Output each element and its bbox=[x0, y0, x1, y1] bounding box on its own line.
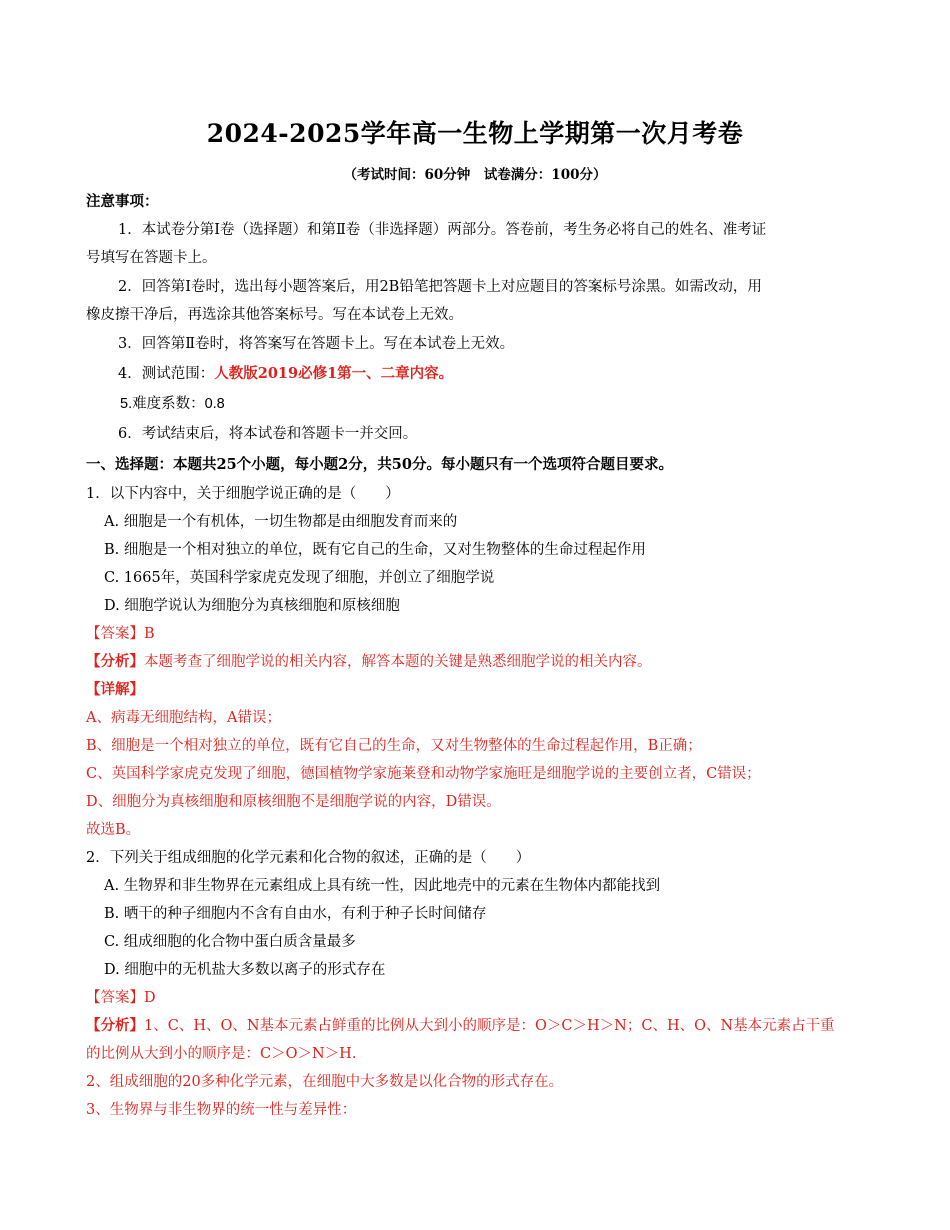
q2-answer: 【答案】D bbox=[86, 990, 156, 1006]
q1-stem: 1．以下内容中，关于细胞学说正确的是（ ） bbox=[86, 486, 400, 502]
q2-analysis-c: 2、组成细胞的20多种化学元素，在细胞中大多数是以化合物的形式存在。 bbox=[86, 1074, 564, 1090]
q1-analysis-label: 【分析】 bbox=[86, 653, 144, 670]
notice-item-3: 3．回答第Ⅱ卷时，将答案写在答题卡上。写在本试卷上无效。 bbox=[118, 336, 515, 352]
q1-detail-c: C、英国科学家虎克发现了细胞，德国植物学家施莱登和动物学家施旺是细胞学说的主要创立者，C错误； bbox=[86, 766, 761, 782]
page-title: 2024-2025学年高一生物上学期第一次月考卷 bbox=[206, 119, 744, 148]
q1-analysis bbox=[86, 652, 652, 672]
q1-detail-a: A、病毒无细胞结构，A错误； bbox=[86, 710, 281, 726]
q1-answer: 【答案】B bbox=[86, 626, 155, 642]
notice-heading: 注意事项： bbox=[86, 193, 159, 210]
notice-item-1b: 号填写在答题卡上。 bbox=[86, 250, 217, 266]
q1-detail-label: 【详解】 bbox=[86, 681, 144, 698]
q2-analysis bbox=[86, 1016, 835, 1036]
notice-item-5: 5.难度系数：0.8 bbox=[120, 396, 225, 412]
test-scope: 人教版2019必修1第一、二章内容。 bbox=[214, 365, 454, 382]
q2-option-d: D. 细胞中的无机盐大多数以离子的形式存在 bbox=[104, 962, 386, 978]
q2-analysis-d: 3、生物界与非生物界的统一性与差异性： bbox=[86, 1102, 357, 1118]
notice-item-6: 6．考试结束后，将本试卷和答题卡一并交回。 bbox=[118, 426, 418, 442]
q1-option-c: C. 1665年，英国科学家虎克发现了细胞，并创立了细胞学说 bbox=[104, 570, 495, 586]
q1-analysis-text: 本题考查了细胞学说的相关内容，解答本题的关键是熟悉细胞学说的相关内容。 bbox=[144, 654, 652, 670]
q2-option-a: A. 生物界和非生物界在元素组成上具有统一性，因此地壳中的元素在生物体内都能找到 bbox=[104, 878, 661, 894]
notice-item-2b: 橡皮擦干净后，再选涂其他答案标号。写在本试卷上无效。 bbox=[86, 307, 463, 323]
q2-analysis-a: 1、C、H、O、N基本元素占鲜重的比例从大到小的顺序是：O＞C＞H＞N；C、H、O、N基本元素占干重 bbox=[144, 1018, 835, 1034]
notice-item-4-label: 4．测试范围： bbox=[118, 366, 215, 382]
exam-info: （考试时间：60分钟 试卷满分：100分） bbox=[343, 167, 607, 183]
q2-stem: 2．下列关于组成细胞的化学元素和化合物的叙述，正确的是（ ） bbox=[86, 850, 531, 866]
q2-option-c: C. 组成细胞的化合物中蛋白质含量最多 bbox=[104, 934, 356, 950]
notice-item-2a: 2．回答第Ⅰ卷时，选出每小题答案后，用2B铅笔把答题卡上对应题目的答案标号涂黑。如需改动，用 bbox=[118, 279, 762, 295]
notice-item-4 bbox=[118, 364, 453, 384]
q2-analysis-b: 的比例从大到小的顺序是：C＞O＞N＞H. bbox=[86, 1046, 357, 1062]
q1-conclusion: 故选B。 bbox=[86, 822, 141, 838]
q1-detail-b: B、细胞是一个相对独立的单位，既有它自己的生命，又对生物整体的生命过程起作用，B正确； bbox=[86, 738, 702, 754]
section-heading: 一、选择题：本题共25个小题，每小题2分，共50分。每小题只有一个选项符合题目要求。 bbox=[86, 456, 673, 473]
q1-option-b: B. 细胞是一个相对独立的单位，既有它自己的生命，又对生物整体的生命过程起作用 bbox=[104, 542, 646, 558]
q2-option-b: B. 晒干的种子细胞内不含有自由水，有利于种子长时间储存 bbox=[104, 906, 487, 922]
q1-option-d: D. 细胞学说认为细胞分为真核细胞和原核细胞 bbox=[104, 598, 400, 614]
q1-option-a: A. 细胞是一个有机体，一切生物都是由细胞发育而来的 bbox=[104, 514, 458, 530]
q1-detail-d: D、细胞分为真核细胞和原核细胞不是细胞学说的内容，D错误。 bbox=[86, 794, 501, 810]
q2-analysis-label: 【分析】 bbox=[86, 1017, 144, 1034]
notice-item-1a: 1．本试卷分第Ⅰ卷（选择题）和第Ⅱ卷（非选择题）两部分。答卷前，考生务必将自己的姓名、准考证 bbox=[118, 222, 767, 238]
